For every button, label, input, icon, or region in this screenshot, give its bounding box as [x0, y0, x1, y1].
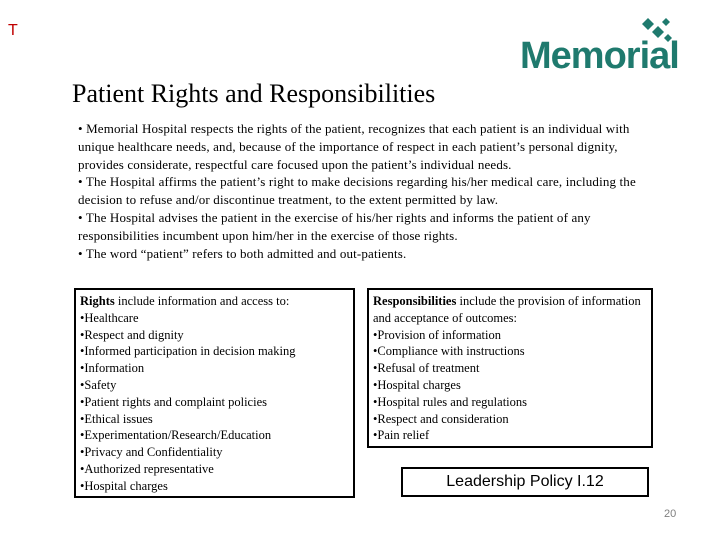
list-item: • Information	[80, 360, 353, 377]
responsibilities-box	[367, 288, 653, 448]
intro-paragraph: • Memorial Hospital respects the rights of the patient, recognizes that each patient is an individual with unique healthcare needs, and, because of the importance of respect in each patient’s personal dignity, provides considerate, respectful care focused upon the patient’s individual needs.	[78, 121, 630, 172]
corner-mark: T	[8, 22, 18, 39]
rights-list	[80, 310, 353, 495]
intro-paragraph: • The Hospital affirms the patient’s right to make decisions regarding his/her medical care, including the decision to refuse and/or discontinue treatment, to the extent permitted by law.	[78, 174, 636, 208]
list-item: • Patient rights and complaint policies	[80, 394, 353, 411]
list-item: • Safety	[80, 377, 353, 394]
responsibilities-subheading: include the provision of information and acceptance of outcomes:	[373, 294, 641, 325]
list-item: • Respect and dignity	[80, 327, 353, 344]
intro-text	[78, 120, 638, 262]
list-item: • Provision of information	[373, 327, 651, 344]
list-item: • Privacy and Confidentiality	[80, 444, 353, 461]
list-item: • Hospital charges	[80, 478, 353, 495]
logo-text: Memorial	[520, 35, 679, 77]
intro-paragraph: • The Hospital advises the patient in the exercise of his/her rights and informs the patient of any responsibilities incumbent upon him/her in the exercise of those rights.	[78, 209, 591, 243]
responsibilities-heading-line	[373, 293, 651, 327]
list-item: • Refusal of treatment	[373, 360, 651, 377]
list-item: • Compliance with instructions	[373, 343, 651, 360]
responsibilities-heading: Responsibilities	[373, 294, 457, 308]
intro-paragraph: • The word “patient” refers to both admitted and out-patients.	[78, 245, 407, 261]
list-item: • Ethical issues	[80, 411, 353, 428]
list-item: • Authorized representative	[80, 461, 353, 478]
list-item: • Experimentation/Research/Education	[80, 427, 353, 444]
list-item: • Informed participation in decision making	[80, 343, 353, 360]
list-item: • Hospital charges	[373, 377, 651, 394]
rights-heading: Rights	[80, 294, 115, 308]
page-number: 20	[664, 508, 677, 520]
rights-heading-line	[80, 293, 353, 310]
list-item: • Respect and consideration	[373, 411, 651, 428]
list-item: • Healthcare	[80, 310, 353, 327]
list-item: • Hospital rules and regulations	[373, 394, 651, 411]
page-title: Patient Rights and Responsibilities	[72, 79, 436, 108]
responsibilities-list	[373, 327, 651, 445]
policy-label: Leadership Policy I.12	[401, 467, 649, 497]
rights-subheading: include information and access to:	[114, 294, 290, 308]
rights-box	[74, 288, 355, 498]
memorial-logo	[520, 16, 692, 76]
list-item: • Pain relief	[373, 427, 651, 444]
